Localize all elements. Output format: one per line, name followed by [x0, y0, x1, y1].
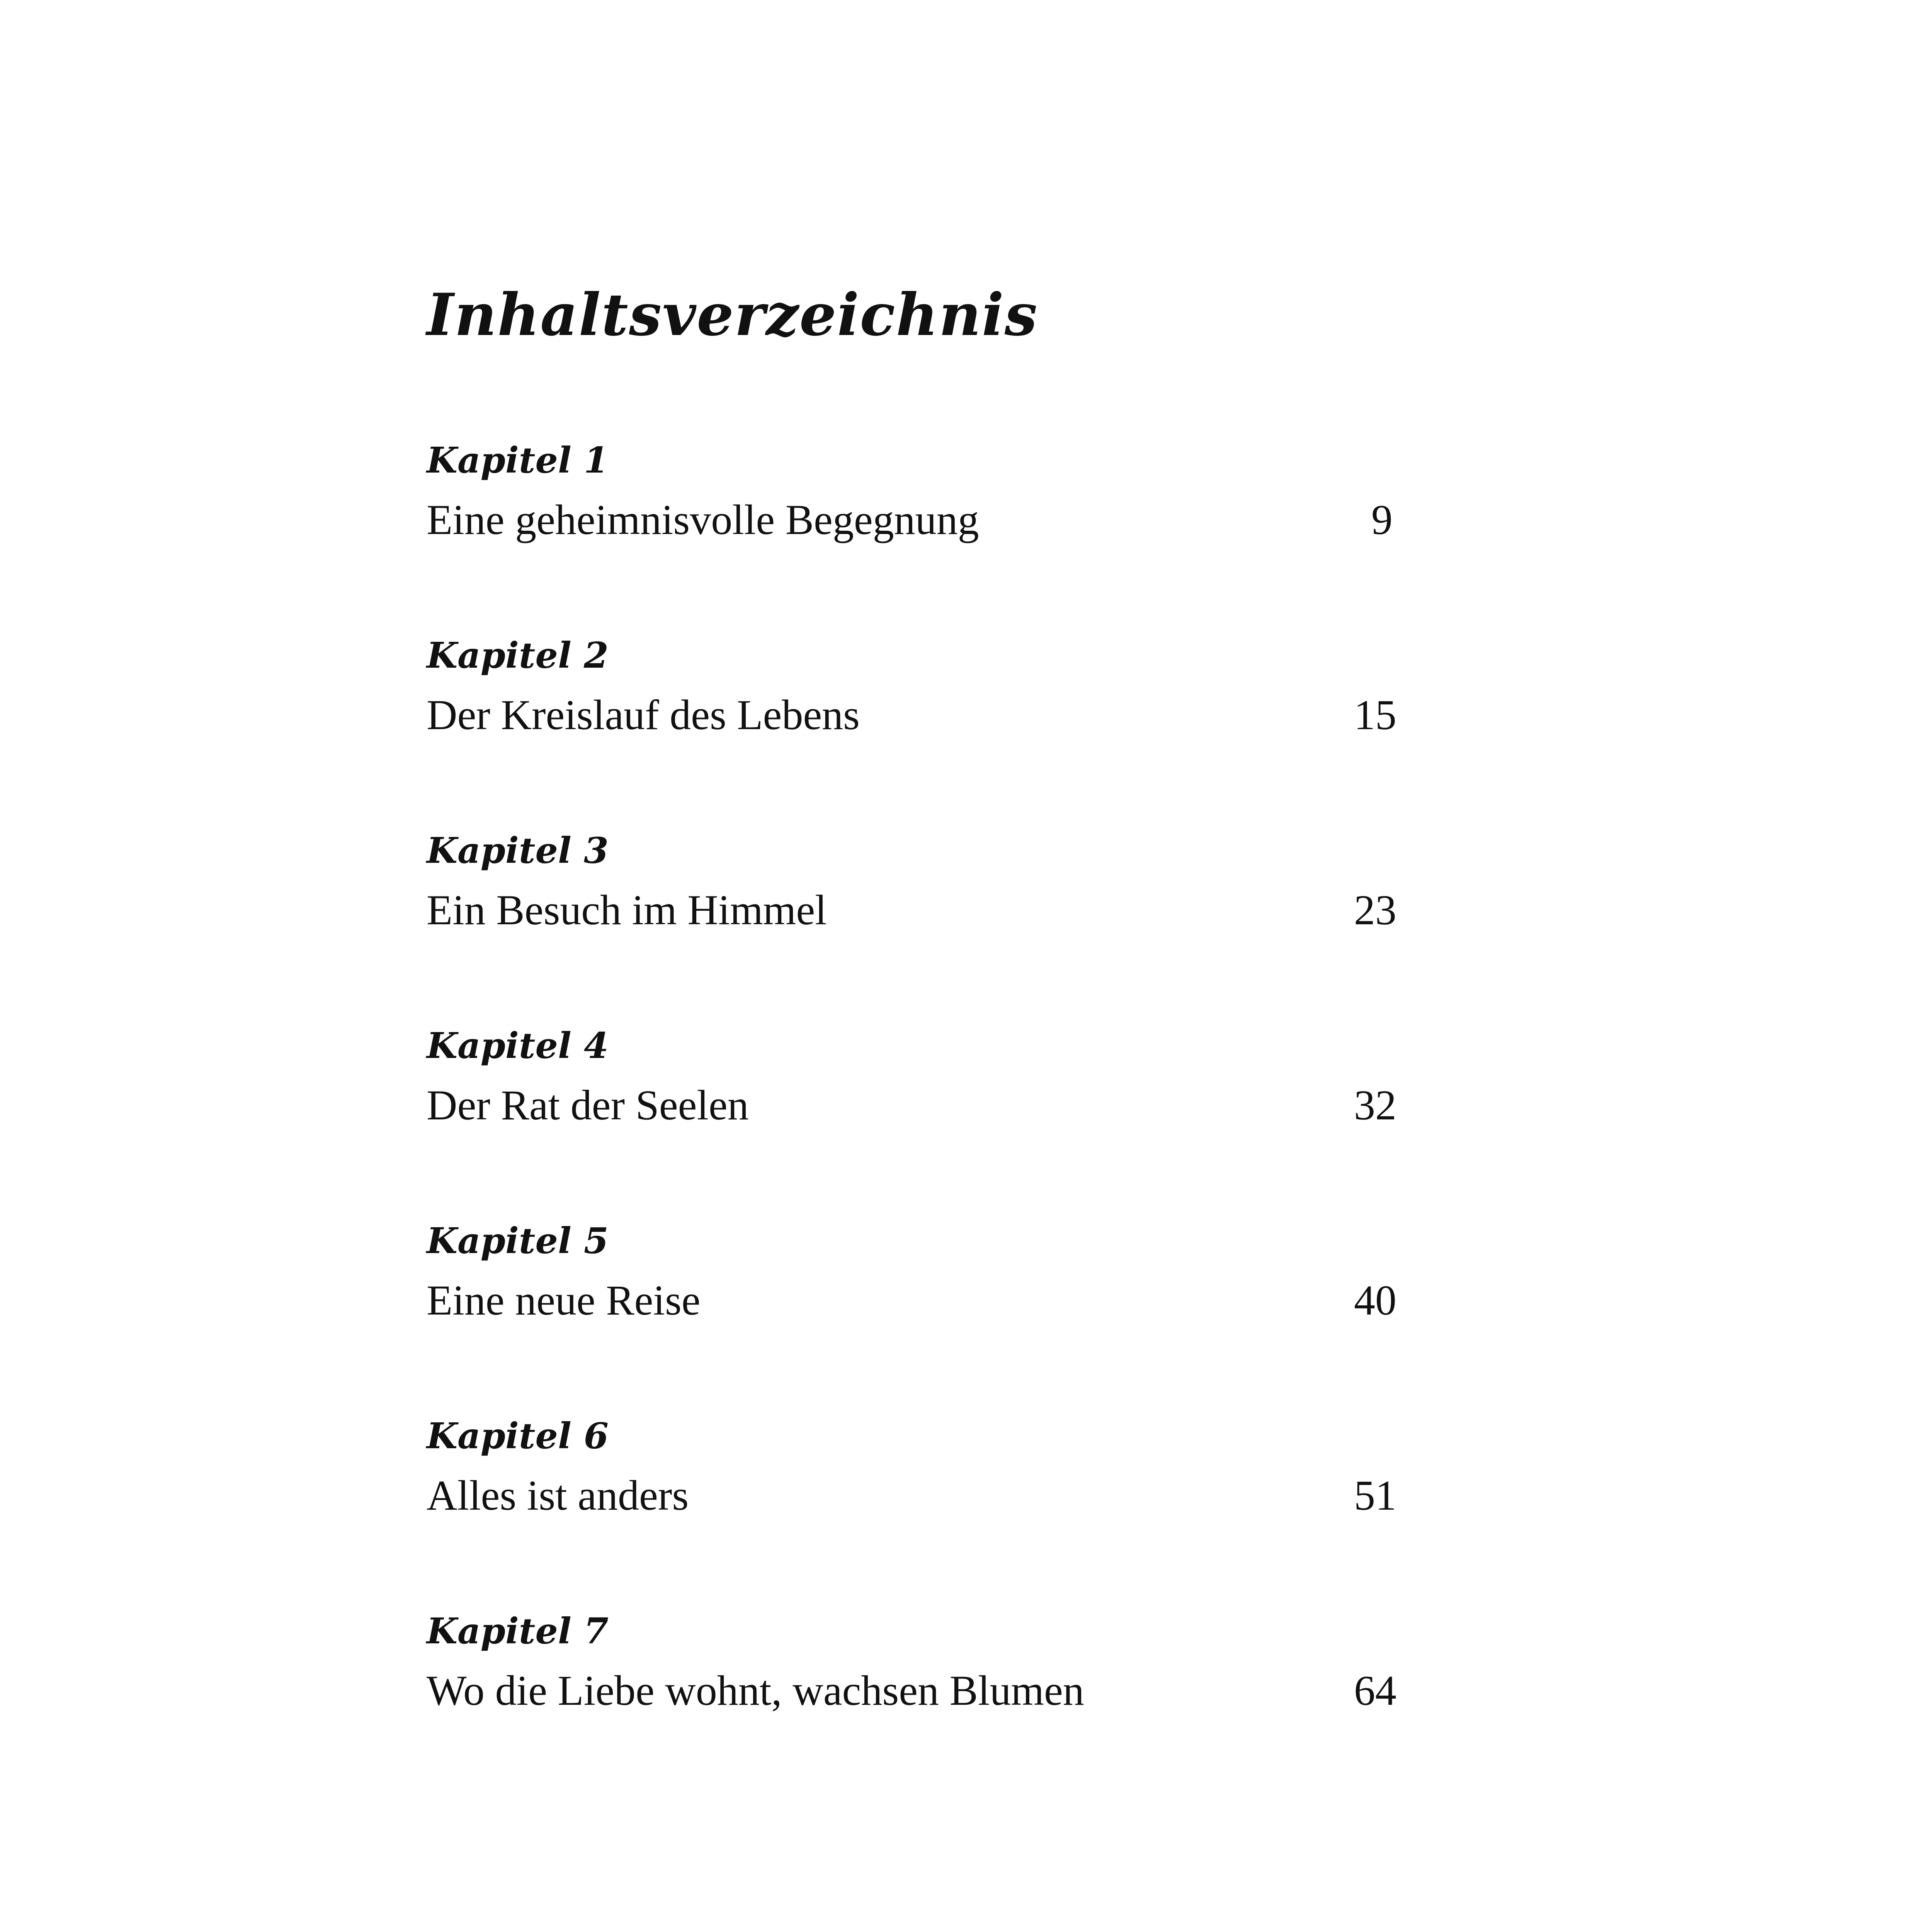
chapter-label: Kapitel 2: [427, 634, 609, 676]
toc-entry: [427, 439, 1431, 566]
chapter-label: Kapitel 4: [427, 1025, 609, 1066]
chapter-label: Kapitel 7: [427, 1610, 609, 1652]
toc-entry: [427, 830, 1431, 956]
chapter-title: Ein Besuch im Himmel: [427, 886, 827, 934]
toc-entry: [427, 1025, 1431, 1151]
chapter-title: Wo die Liebe wohnt, wachsen Blumen: [427, 1667, 1084, 1714]
toc-entry: [427, 634, 1431, 761]
page-number: 15: [1354, 691, 1396, 738]
page-title: Inhaltsverzeichnis: [427, 281, 1038, 349]
chapter-title: Eine geheimnisvolle Begegnung: [427, 496, 979, 543]
page-number: 9: [1371, 496, 1393, 543]
chapter-label: Kapitel 6: [427, 1415, 609, 1457]
chapter-label: Kapitel 3: [427, 830, 609, 871]
toc-entry: [427, 1415, 1431, 1542]
page-number: 23: [1354, 886, 1396, 934]
page-number: 51: [1354, 1472, 1396, 1519]
chapter-title: Eine neue Reise: [427, 1277, 701, 1324]
chapter-label: Kapitel 1: [427, 439, 609, 481]
chapter-label: Kapitel 5: [427, 1220, 609, 1262]
toc-entry: [427, 1610, 1431, 1737]
chapter-title: Alles ist anders: [427, 1472, 689, 1519]
page-number: 32: [1354, 1082, 1396, 1129]
chapter-title: Der Rat der Seelen: [427, 1082, 749, 1129]
toc-entry: [427, 1220, 1431, 1347]
page-number: 40: [1354, 1277, 1396, 1324]
chapter-title: Der Kreislauf des Lebens: [427, 691, 860, 738]
page-number: 64: [1354, 1667, 1396, 1714]
